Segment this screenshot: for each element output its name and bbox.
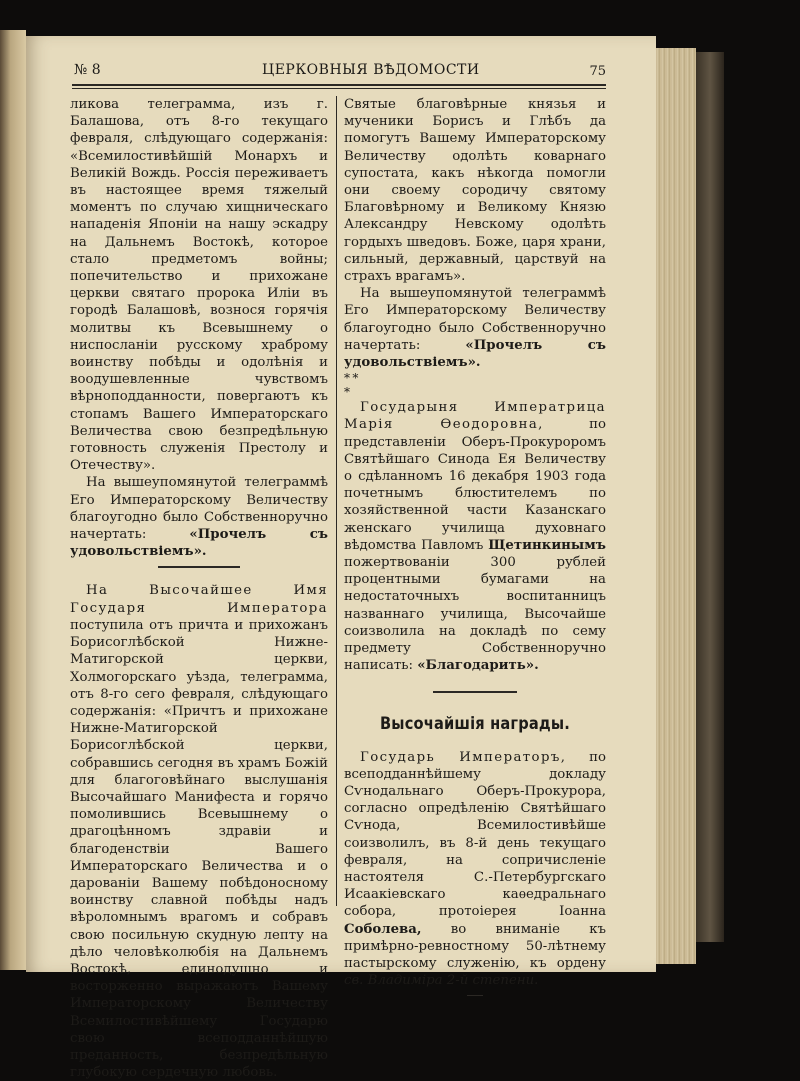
asterism: * * *	[344, 371, 359, 400]
paragraph-text: во вниманіе къ примѣрно-ревностному 50-лѣтнему пастырскому служенію, къ ордену	[344, 921, 606, 971]
order-name: св. Владиміра 2-й степени.	[344, 973, 539, 989]
emperor-name: На Высочайшее Имя Государя Императора	[70, 583, 328, 616]
section-heading: Высочайшія награды.	[379, 713, 571, 734]
page-stack-edge	[656, 48, 696, 964]
header-rule	[72, 84, 606, 86]
column-divider	[336, 96, 337, 906]
running-header	[72, 62, 610, 82]
paragraph-text: по представленіи Оберъ-Прокуроромъ Святѣйшаго Синода Ея Величеству о сдѣланномъ 16 декабря 1903 года почетнымъ блюстителемъ по хозяйственной части Казанскаго женскаго училища духовнаго вѣдомства Павломъ	[344, 417, 606, 553]
donor-name: Щетинкинымъ	[488, 537, 606, 553]
paragraph-award	[344, 749, 606, 990]
journal-title: ЦЕРКОВНЫЯ ВѢДОМОСТИ	[262, 62, 480, 78]
paragraph-empress	[344, 399, 606, 674]
paragraph-matigory-telegram	[70, 582, 328, 1081]
paragraph-telegram-continued: Святые благовѣрные князья и мученики Борисъ и Глѣбъ да помогутъ Вашему Императорскому Величеству одолѣть коварнаго супостата, какъ нѣкогда помогли они своему сородичу святому Благовѣрному и Великому Князю Александру Невскому одолѣть гордыхъ шведовъ. Боже, царя храни, сильный, державный, царствуй на страхъ врагамъ».	[344, 97, 606, 285]
page-number: 75	[589, 64, 606, 79]
issue-number: № 8	[74, 62, 101, 78]
left-page-edge	[0, 30, 26, 970]
resolution-quote: «Прочелъ съ удовольствіемъ».	[70, 527, 329, 560]
book-cover-edge	[696, 52, 724, 942]
resolution-text: На вышеупомянутой телеграммѣ Его Императорскому Величеству благоугодно было Собственноручно начертать:	[344, 286, 606, 353]
paragraph-resolution-1	[70, 474, 328, 560]
section-separator	[158, 566, 240, 568]
header-rule-thin	[72, 88, 606, 89]
left-column	[70, 96, 328, 1081]
awardee-name: Соболева,	[344, 921, 422, 937]
paragraph-text: пожертвованіи 300 рублей процентными бумагами на недостаточныхъ воспитанницъ названнаго училища, Высочайше соизволила на докладѣ по сему предмету Собственноручно написать:	[344, 555, 606, 674]
section-separator	[433, 691, 517, 693]
paragraph-text: поступила отъ причта и прихожанъ Борисоглѣбской Нижне-Матигорской церкви, Холмогорскаго уѣзда, телеграмма, отъ 8-го сего февраля, слѣдующаго содержанія: «Причтъ и прихожане Нижне-Матигорской Борисоглѣбской церкви, собравшись сегодня въ храмъ Божій для благоговѣйнаго выслушанія Высочайшаго Манифеста и горячо помолившись Всевышнему о драгоцѣнномъ здравіи и благоденствіи Вашего Императорскаго Величества и о дарованіи Вашему побѣдоносному воинству славной побѣды надъ вѣроломнымъ врагомъ и собравъ свою посильную скудную лепту на дѣло человѣколюбія на Дальнемъ Востокѣ, единодушно и восторженно выражаютъ Вашему Императорскому Величеству Всемилостивѣйшему Государю свою всеподданнѣйшую преданность, безпредѣльную глубокую сердечную любовь.	[70, 617, 328, 1081]
paragraph-balashov-telegram: ликова телеграмма, изъ г. Балашова, отъ 8-го текущаго февраля, слѣдующаго содержанія: «Всемилостивѣйшій Монархъ и Великій Вождь. Россія переживаетъ въ настоящее время тяжелый моментъ по случаю хищническаго нападенія Японіи на нашу эскадру на Дальнемъ Востокѣ, которое стало предметомъ войны; попечительство и прихожане церкви святаго пророка Иліи въ городѣ Балашовѣ, вознося горячія молитвы къ Всевышнему о ниспосланіи русскому храброму воинству побѣды и одолѣнія и воодушевленные чувствомъ вѣрноподданности, повергаютъ къ стопамъ Вашего Императорскаго Величества свою безпредѣльную готовность служенія Престолу и Отечеству».	[70, 97, 328, 474]
right-column	[344, 96, 606, 996]
resolution-text: На вышеупомянутой телеграммѣ Его Императорскому Величеству благоугодно было Собственноручно начертать:	[70, 475, 328, 543]
paragraph-resolution-2	[344, 285, 606, 371]
emperor-name: Государь Императоръ,	[360, 749, 567, 765]
empress-name: Государыня Императрица Марія Ѳеодоровна,	[344, 400, 606, 433]
resolution-quote: «Прочелъ съ удовольствіемъ».	[344, 337, 607, 371]
end-dash	[467, 995, 483, 996]
paragraph-text: по всеподданнѣйшему докладу Сѵнодальнаго Оберъ-Прокурора, согласно опредѣленію Святѣйшаго Сѵнода, Всемилостивѣйше соизволилъ, въ 8-й день текущаго февраля, на сопричисленіе настоятеля С.-Петербургскаго Исаакіевскаго каѳедральнаго собора, протоіерея Іоанна	[344, 749, 607, 920]
empress-resolution: «Благодарить».	[417, 658, 539, 674]
